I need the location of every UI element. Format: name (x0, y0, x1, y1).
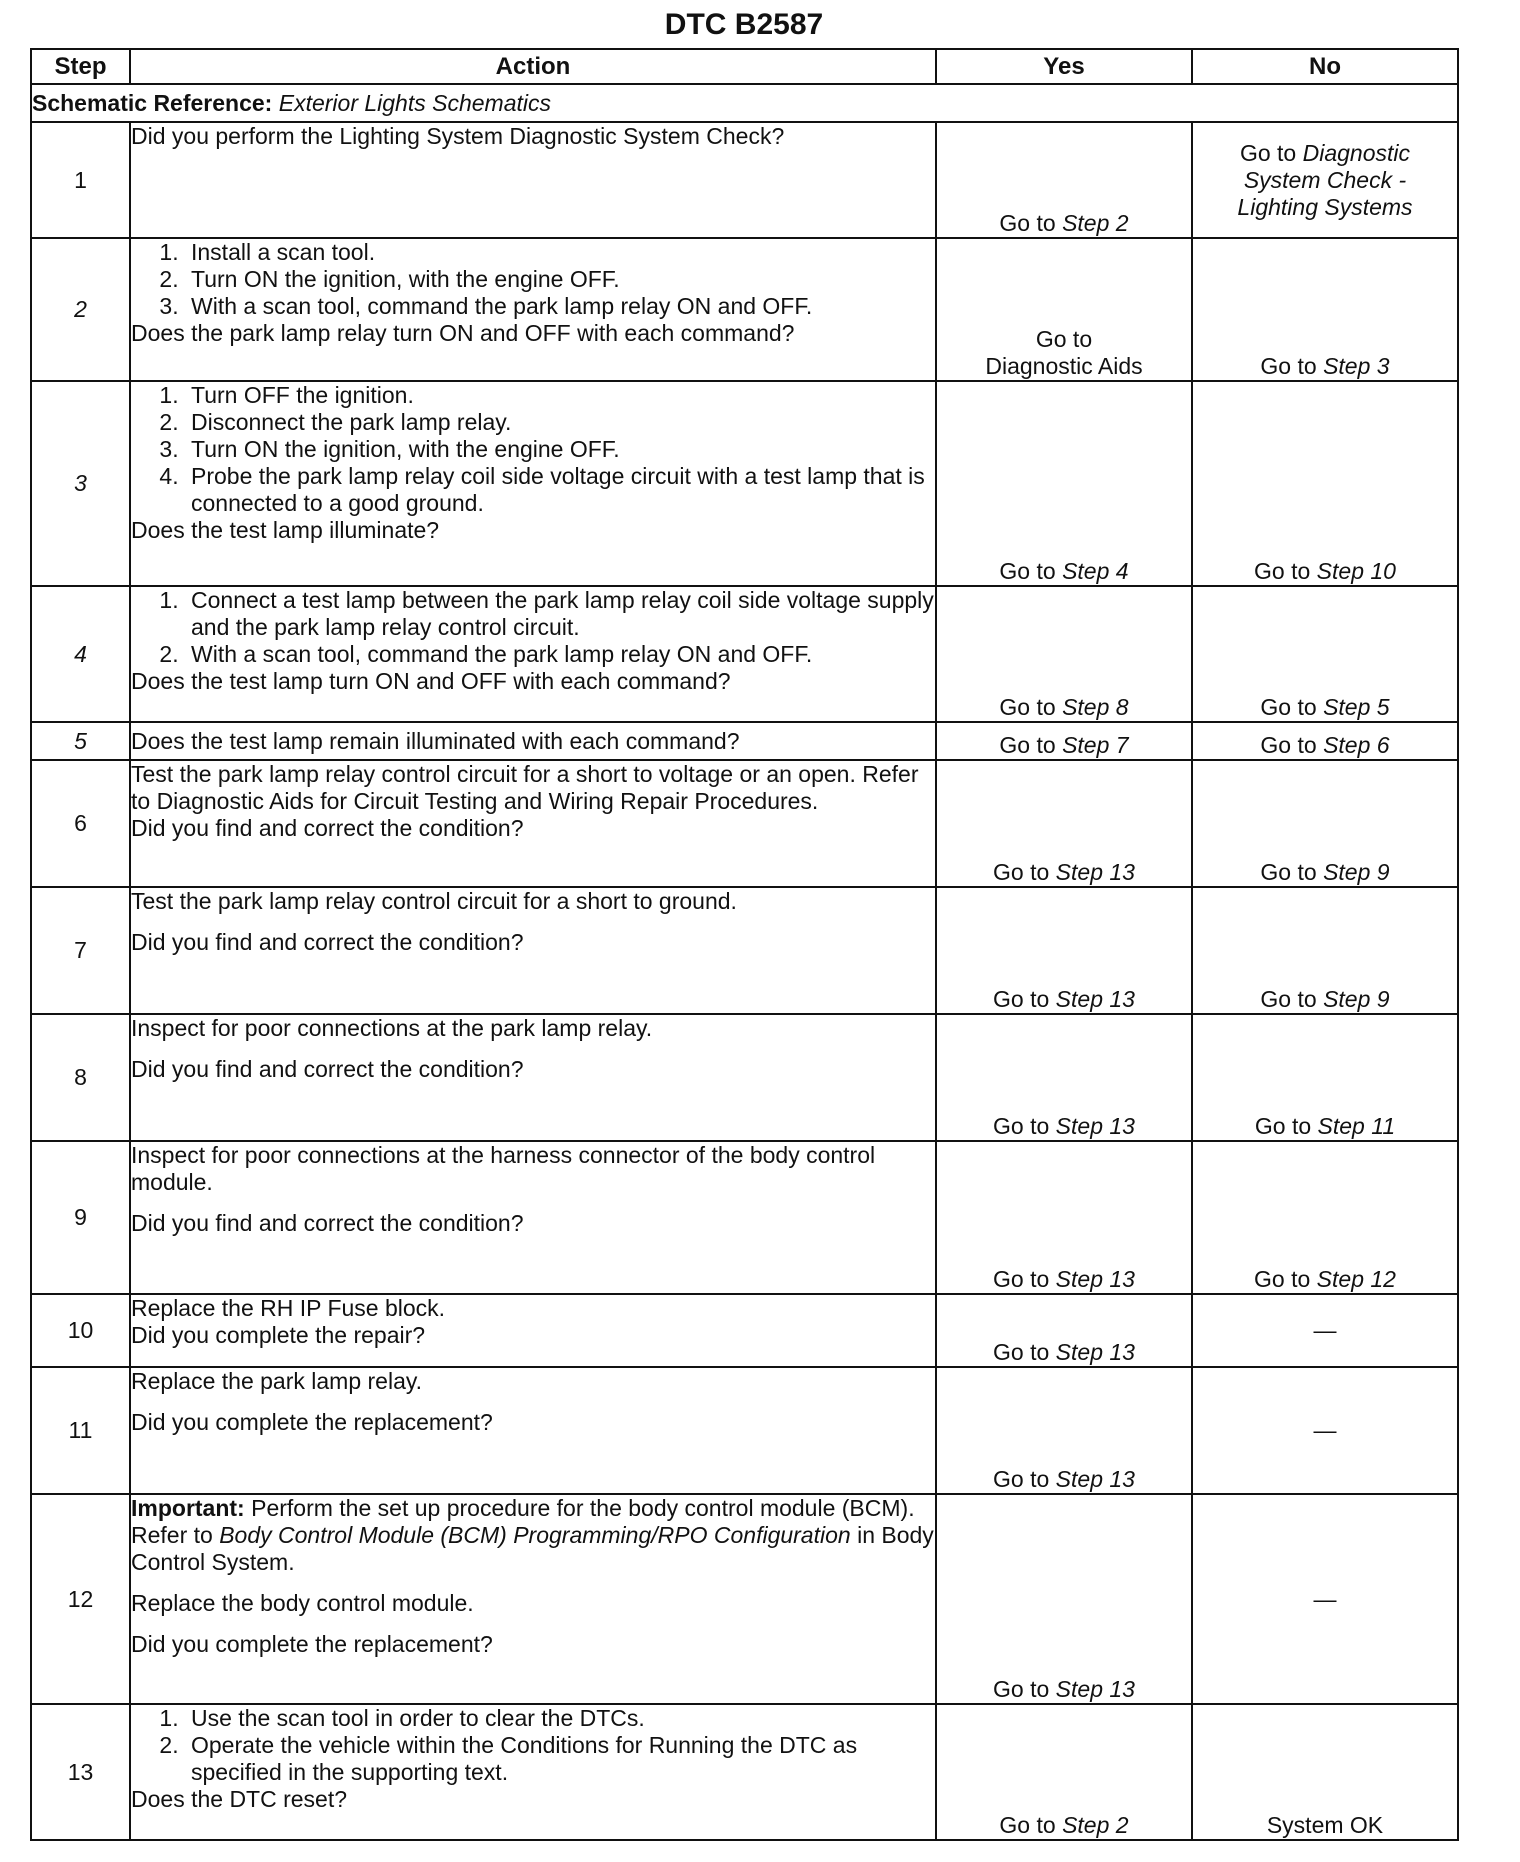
header-action: Action (130, 49, 936, 84)
yes-step-link[interactable]: Step 13 (1055, 859, 1135, 885)
go-to-label: Go to (999, 732, 1056, 758)
action-step: 2. Operate the vehicle within the Conditions for Running the DTC as specified in the supporting text. (185, 1732, 935, 1786)
yes-step-link[interactable]: Step 4 (1062, 558, 1129, 584)
go-to-label: Go to (1260, 986, 1317, 1012)
yes-step-link[interactable]: Step 13 (1055, 1466, 1135, 1492)
action-cell (130, 887, 936, 1014)
no-cell (1192, 722, 1458, 760)
no-cell: System OK (1192, 1704, 1458, 1840)
action-text: Test the park lamp relay control circuit for a short to ground. (131, 888, 737, 914)
table-row (31, 1494, 1458, 1704)
step-number: 2 (31, 238, 130, 381)
schematic-reference (31, 84, 1458, 122)
no-cell (1192, 122, 1458, 238)
action-cell (130, 760, 936, 887)
action-text: Replace the RH IP Fuse block. (131, 1295, 446, 1321)
important-note (131, 1495, 935, 1576)
yes-step-link[interactable]: Step 13 (1055, 1266, 1135, 1292)
action-question: Did you find and correct the condition? (131, 815, 524, 841)
yes-cell (936, 1704, 1192, 1840)
go-to-label: Go to (999, 694, 1056, 720)
go-to-label: Go to (1260, 732, 1317, 758)
step-number: 11 (31, 1367, 130, 1494)
table-row (31, 722, 1458, 760)
no-line-1 (1193, 140, 1457, 167)
go-to-label: Go to (993, 1339, 1050, 1365)
step-number: 5 (31, 722, 130, 760)
yes-cell (936, 1294, 1192, 1367)
action-text: Test the park lamp relay control circuit for a short to voltage or an open. Refer to Diagnostic Aids for Circuit Testing and Wiring Repair Procedures. (131, 761, 919, 814)
action-steps (131, 382, 935, 517)
go-to-label: Go to (1260, 859, 1317, 885)
action-text: Inspect for poor connections at the harness connector of the body control module. (131, 1142, 876, 1195)
action-cell (130, 1141, 936, 1294)
no-step-link[interactable]: Step 5 (1323, 694, 1390, 720)
go-to-label: Go to (999, 1812, 1056, 1838)
go-to-label: Go to (1239, 139, 1297, 166)
action-question: Did you perform the Lighting System Diagnostic System Check? (131, 123, 785, 149)
action-step: 1. Use the scan tool in order to clear the DTCs. (185, 1705, 935, 1732)
table-row (31, 887, 1458, 1014)
no-cell (1192, 238, 1458, 381)
go-to-label: Go to (993, 859, 1050, 885)
no-step-link[interactable]: Step 6 (1323, 732, 1390, 758)
no-step-link[interactable]: Step 11 (1317, 1113, 1396, 1139)
yes-cell (936, 586, 1192, 722)
action-cell (130, 1367, 936, 1494)
header-no: No (1192, 49, 1458, 84)
no-cell (1192, 1141, 1458, 1294)
no-step-link[interactable]: Step 3 (1323, 353, 1390, 379)
action-cell (130, 586, 936, 722)
action-cell (130, 1294, 936, 1367)
step-number: 6 (31, 760, 130, 887)
yes-cell (936, 381, 1192, 586)
no-cell (1192, 586, 1458, 722)
action-steps (131, 239, 935, 320)
step-number: 4 (31, 586, 130, 722)
step-number: 9 (31, 1141, 130, 1294)
action-step: 3. With a scan tool, command the park lamp relay ON and OFF. (185, 293, 935, 320)
table-row (31, 381, 1458, 586)
no-cell (1192, 381, 1458, 586)
yes-cell (936, 722, 1192, 760)
yes-cell (936, 760, 1192, 887)
table-row (31, 1367, 1458, 1494)
no-step-link[interactable]: Step 10 (1316, 558, 1396, 584)
action-question: Does the park lamp relay turn ON and OFF with each command? (131, 320, 795, 346)
table-row (31, 1294, 1458, 1367)
yes-cell (936, 122, 1192, 238)
no-cell: — (1192, 1367, 1458, 1494)
action-cell (130, 722, 936, 760)
schematic-reference-label: Schematic Reference: (32, 89, 273, 116)
header-yes: Yes (936, 49, 1192, 84)
action-question: Did you find and correct the condition? (131, 929, 524, 955)
action-question: Did you find and correct the condition? (131, 1056, 524, 1082)
go-to-label: Go to (993, 1113, 1050, 1139)
action-step: 1. Install a scan tool. (185, 239, 935, 266)
go-to-label: Go to (993, 1676, 1050, 1702)
no-step-link[interactable]: Step 9 (1323, 859, 1390, 885)
table-row (31, 122, 1458, 238)
go-to-label: Go to (1260, 694, 1317, 720)
yes-cell (936, 1141, 1192, 1294)
schematic-reference-link[interactable]: Exterior Lights Schematics (278, 89, 552, 116)
important-text: Perform the set up procedure for the body control module (BCM). Refer to (131, 1495, 915, 1548)
action-cell (130, 122, 936, 238)
no-cell (1192, 887, 1458, 1014)
yes-step-link[interactable]: Step 2 (1062, 1812, 1129, 1838)
step-number: 1 (31, 122, 130, 238)
yes-line-1: Go to (1035, 326, 1093, 352)
table-row (31, 760, 1458, 887)
go-to-label: Go to (993, 1266, 1050, 1292)
yes-step-link[interactable]: Step 13 (1055, 1676, 1135, 1702)
action-cell (130, 1494, 936, 1704)
action-question: Does the test lamp turn ON and OFF with each command? (131, 668, 731, 694)
step-number: 12 (31, 1494, 130, 1704)
yes-cell (936, 1494, 1192, 1704)
schematic-reference-row (31, 84, 1458, 122)
yes-step-link[interactable]: Step 2 (1062, 210, 1129, 236)
yes-step-link[interactable]: Step 8 (1062, 694, 1129, 720)
action-step: 2. With a scan tool, command the park lamp relay ON and OFF. (185, 641, 935, 668)
yes-cell (936, 238, 1192, 381)
no-link-part-1[interactable]: Diagnostic (1302, 139, 1411, 166)
no-cell (1192, 760, 1458, 887)
action-step: 1. Turn OFF the ignition. (185, 382, 935, 409)
header-step: Step (31, 49, 130, 84)
action-question: Did you find and correct the condition? (131, 1210, 524, 1236)
go-to-label: Go to (1254, 558, 1311, 584)
go-to-label: Go to (1254, 1266, 1311, 1292)
no-cell (1192, 1014, 1458, 1141)
important-label: Important: (131, 1495, 245, 1521)
action-cell (130, 1704, 936, 1840)
yes-cell (936, 1367, 1192, 1494)
table-row (31, 586, 1458, 722)
yes-step-link[interactable]: Step 13 (1055, 1113, 1135, 1139)
go-to-label: Go to (999, 210, 1056, 236)
yes-step-link[interactable]: Step 7 (1062, 732, 1129, 758)
step-number: 3 (31, 381, 130, 586)
action-question: Did you complete the replacement? (131, 1631, 493, 1657)
yes-step-link[interactable]: Step 13 (1055, 1339, 1135, 1365)
yes-step-link[interactable]: Step 13 (1055, 986, 1135, 1012)
action-step: 2. Turn ON the ignition, with the engine OFF. (185, 266, 935, 293)
action-question: Does the DTC reset? (131, 1786, 348, 1812)
table-row (31, 238, 1458, 381)
no-step-link[interactable]: Step 9 (1323, 986, 1390, 1012)
go-to-label: Go to (999, 558, 1056, 584)
action-steps (131, 1705, 935, 1786)
yes-cell (936, 887, 1192, 1014)
step-number: 10 (31, 1294, 130, 1367)
action-text: Inspect for poor connections at the park lamp relay. (131, 1015, 653, 1041)
dtc-table (30, 48, 1459, 1841)
action-step: 3. Turn ON the ignition, with the engine OFF. (185, 436, 935, 463)
yes-link-diagnostic-aids[interactable]: Diagnostic Aids (985, 353, 1143, 379)
important-reference-link[interactable]: Body Control Module (BCM) Programming/RPO Configuration (219, 1522, 851, 1548)
no-cell: — (1192, 1294, 1458, 1367)
yes-cell (936, 1014, 1192, 1141)
header-row (31, 49, 1458, 84)
step-number: 13 (31, 1704, 130, 1840)
go-to-label: Go to (993, 986, 1050, 1012)
no-link-part-3[interactable]: Lighting Systems (1237, 193, 1413, 220)
action-cell (130, 238, 936, 381)
table-row (31, 1014, 1458, 1141)
action-step: 4. Probe the park lamp relay coil side voltage circuit with a test lamp that is connected to a good ground. (185, 463, 935, 517)
action-question: Did you complete the repair? (131, 1322, 426, 1348)
page-title: DTC B2587 (664, 8, 824, 41)
important-text-end: in Body Control System. (131, 1522, 934, 1575)
action-cell (130, 381, 936, 586)
action-text: Replace the body control module. (131, 1590, 474, 1616)
action-step: 1. Connect a test lamp between the park lamp relay coil side voltage supply and the park lamp relay control circuit. (185, 587, 935, 641)
step-number: 8 (31, 1014, 130, 1141)
action-steps (131, 587, 935, 668)
no-step-link[interactable]: Step 12 (1316, 1266, 1396, 1292)
table-row (31, 1141, 1458, 1294)
action-cell (130, 1014, 936, 1141)
action-question: Does the test lamp illuminate? (131, 517, 440, 543)
action-step: 2. Disconnect the park lamp relay. (185, 409, 935, 436)
table-row (31, 1704, 1458, 1840)
go-to-label: Go to (1254, 1113, 1312, 1139)
go-to-label: Go to (1260, 353, 1317, 379)
action-question: Did you complete the replacement? (131, 1409, 493, 1435)
no-cell: — (1192, 1494, 1458, 1704)
no-link-part-2[interactable]: System Check - (1243, 166, 1407, 193)
action-text: Replace the park lamp relay. (131, 1368, 423, 1394)
step-number: 7 (31, 887, 130, 1014)
action-question: Does the test lamp remain illuminated with each command? (131, 727, 740, 754)
go-to-label: Go to (993, 1466, 1050, 1492)
